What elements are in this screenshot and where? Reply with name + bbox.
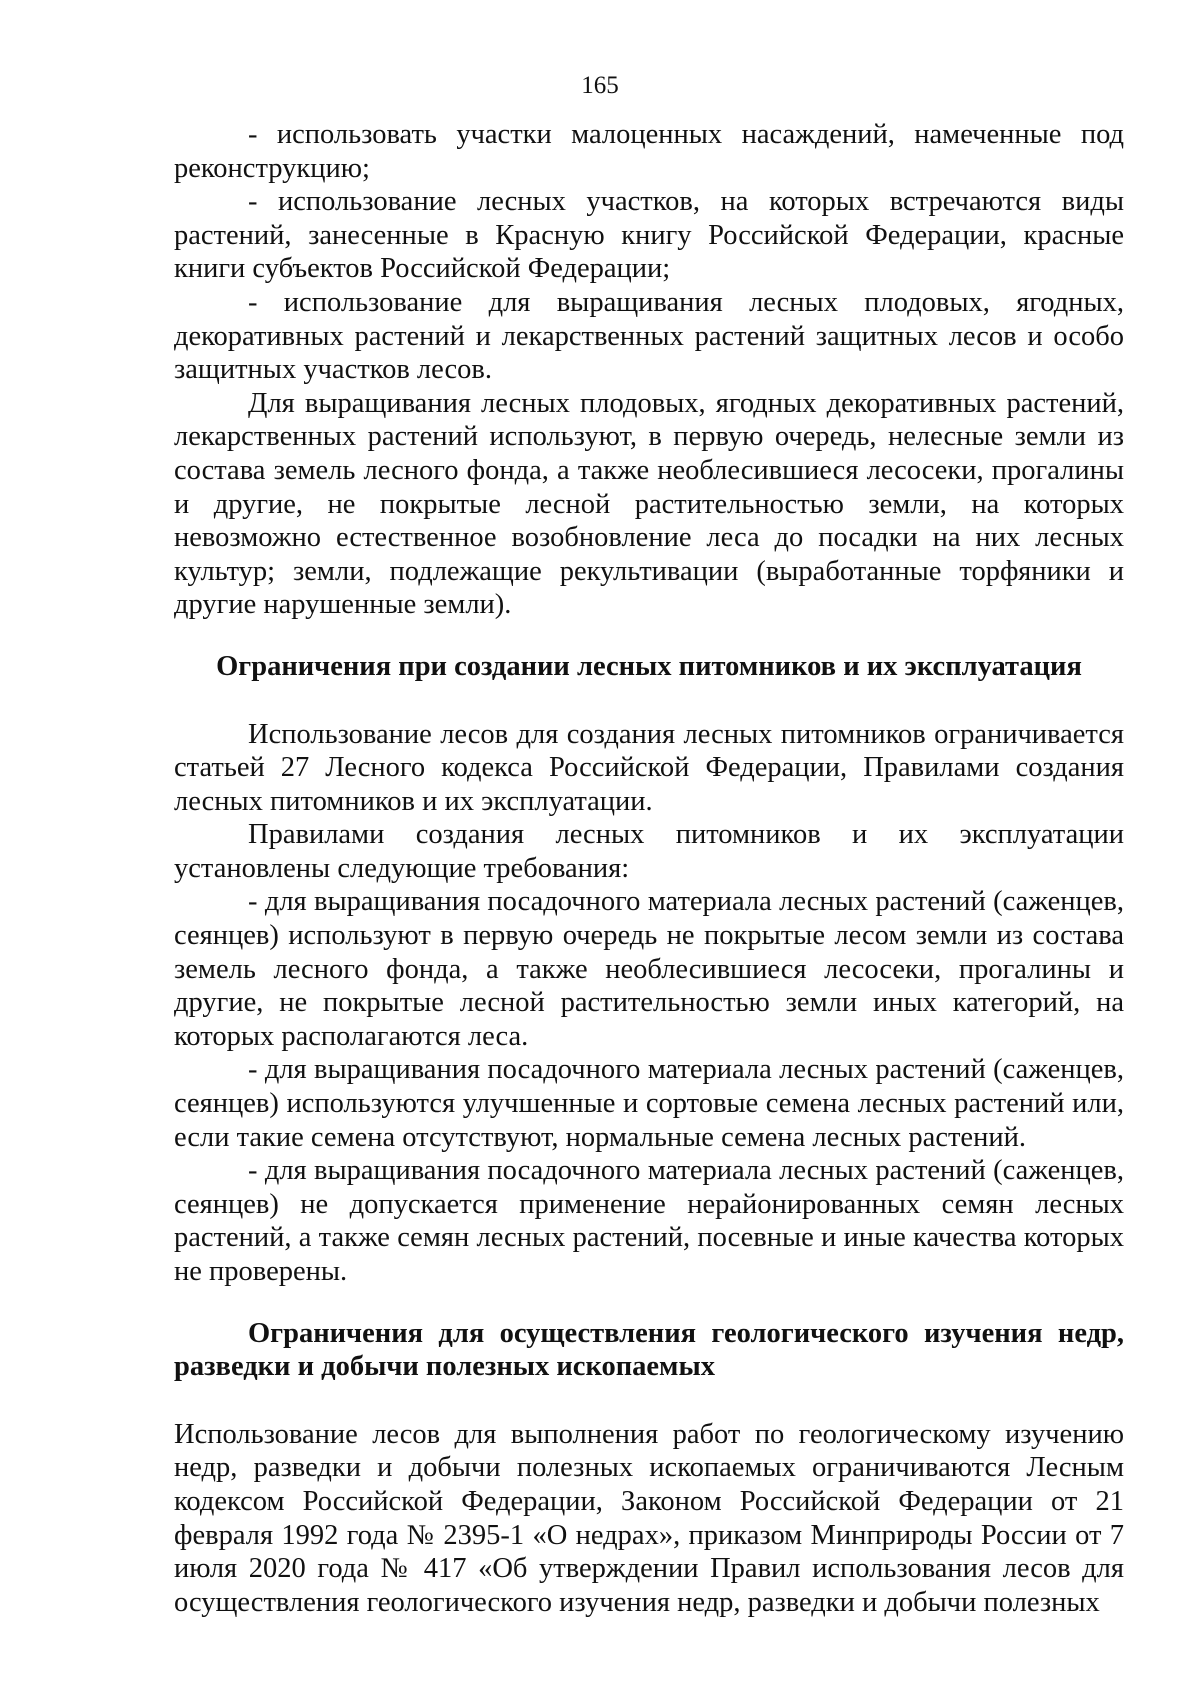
page-number: 165 <box>581 72 619 99</box>
section-heading-geology: Ограничения для осуществления геологического изучения недр, разведки и добычи полезных ископаемых <box>174 1317 1124 1383</box>
paragraph-bullet-unzoned-seeds: - для выращивания посадочного материала лесных растений (саженцев, сеянцев) не допускается применение нерайонированных семян лесных растений, а также семян лесных растений, посевные и иные качества которых не проверены. <box>174 1155 1124 1287</box>
document-body <box>174 118 1124 1619</box>
paragraph-bullet-protective-forests: - использование для выращивания лесных плодовых, ягодных, декоративных растений и лекарственных растений защитных лесов и особо защитных участков лесов. <box>174 286 1124 386</box>
paragraph-geology-intro: Использование лесов для выполнения работ по геологическому изучению недр, разведки и добычи полезных ископаемых ограничиваются Лесным кодексом Российской Федерации, Законом Российской Федерации от 21 февраля 1992 года № 2395-1 «О недрах», приказом Минприроды России от 7 июля 2020 года № 417 «Об утверждении Правил использования лесов для осуществления геологического изучения недр, разведки и добычи полезных <box>174 1418 1124 1618</box>
paragraph-bullet-improved-seeds: - для выращивания посадочного материала лесных растений (саженцев, сеянцев) используются улучшенные и сортовые семена лесных растений или, если такие семена отсутствуют, нормальные семена лесных растений. <box>174 1054 1124 1153</box>
paragraph-bullet-reconstruction: - использовать участки малоценных насаждений, намеченные под реконструкцию; <box>174 119 1124 184</box>
paragraph-nurseries-requirements: Правилами создания лесных питомников и их эксплуатации установлены следующие требования: <box>174 819 1124 884</box>
paragraph-bullet-nursery-land: - для выращивания посадочного материала лесных растений (саженцев, сеянцев) используют в первую очередь не покрытые лесом земли из состава земель лесного фонда, а также необлесившиеся лесосеки, прогалины и другие, не покрытые лесной растительностью земли иных категорий, на которых располагаются леса. <box>174 886 1124 1052</box>
paragraph-nurseries-intro: Использование лесов для создания лесных питомников ограничивается статьей 27 Лесного кодекса Российской Федерации, Правилами создания лесных питомников и их эксплуатации. <box>174 718 1124 817</box>
paragraph-bullet-red-book: - использование лесных участков, на которых встречаются виды растений, занесенные в Красную книгу Российской Федерации, красные книги субъектов Российской Федерации; <box>174 186 1124 285</box>
paragraph-growing-plants: Для выращивания лесных плодовых, ягодных декоративных растений, лекарственных растений используют, в первую очередь, нелесные земли из состава земель лесного фонда, а также необлесившиеся лесосеки, прогалины и другие, не покрытые лесной растительностью земли, на которых невозможно естественное возобновление леса до посадки на них лесных культур; земли, подлежащие рекультивации (выработанные торфяники и другие нарушенные земли). <box>174 387 1124 621</box>
section-heading-nurseries: Ограничения при создании лесных питомников и их эксплуатация <box>216 650 1082 682</box>
